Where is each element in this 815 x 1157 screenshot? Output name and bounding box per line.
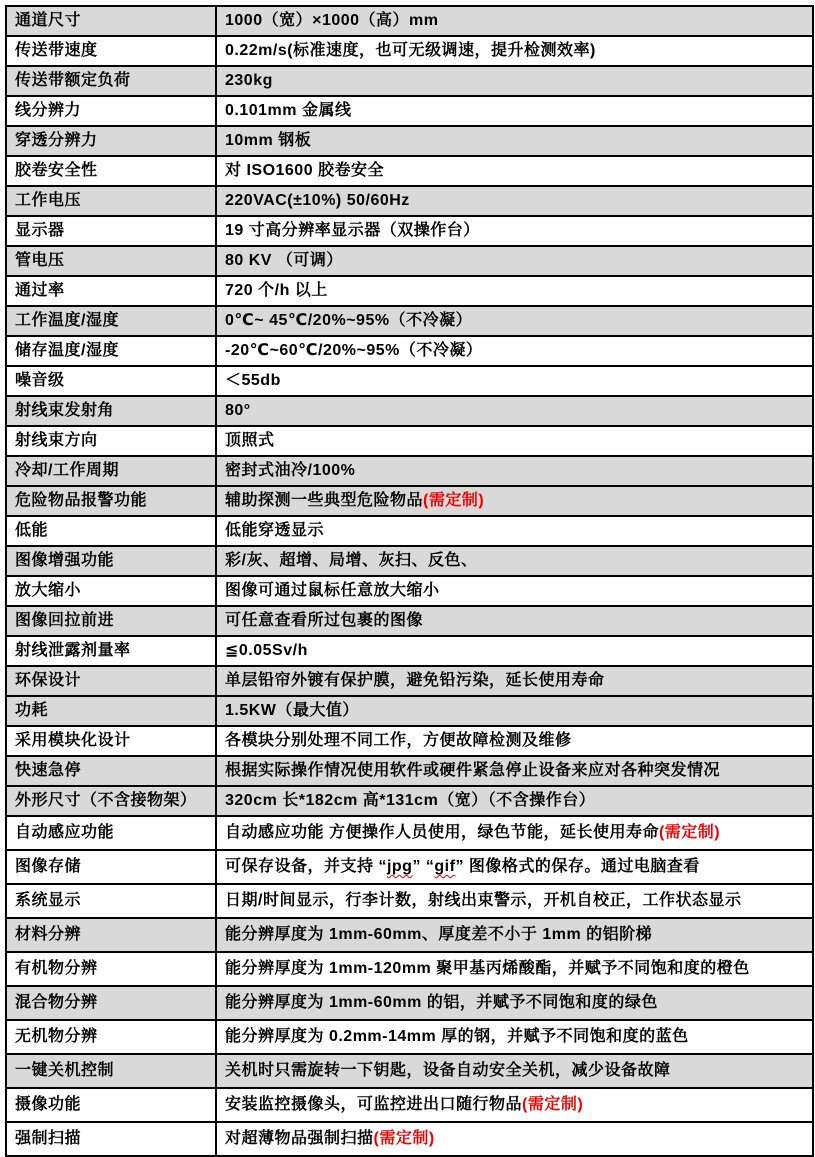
spec-table-body <box>6 6 813 1156</box>
spec-value-cell <box>216 636 813 666</box>
spec-value-text: 19 寸高分辨率显示器（双操作台） <box>225 222 480 240</box>
table-row <box>6 6 813 36</box>
spec-label-cell: 射线束发射角 <box>6 396 216 426</box>
table-row <box>6 1054 813 1088</box>
table-row <box>6 186 813 216</box>
table-row <box>6 786 813 816</box>
spec-value-cell <box>216 850 813 884</box>
spec-value-text: 230kg <box>225 72 273 90</box>
table-row <box>6 576 813 606</box>
spec-value-cell <box>216 96 813 126</box>
table-row <box>6 486 813 516</box>
spec-value-text: 根据实际操作情况使用软件或硬件紧急停止设备来应对各种突发情况 <box>225 762 721 780</box>
spec-label-cell: 工作温度/湿度 <box>6 306 216 336</box>
table-row <box>6 96 813 126</box>
spec-value-cell <box>216 66 813 96</box>
custom-order-note: (需定制) <box>522 1096 584 1114</box>
spec-value-text: 对 ISO1600 胶卷安全 <box>225 162 385 180</box>
spec-value-cell <box>216 156 813 186</box>
spec-value-text: 能分辨厚度为 1mm-60mm 的铝，并赋予不同饱和度的绿色 <box>225 994 658 1012</box>
spec-value-cell <box>216 186 813 216</box>
spec-label-cell: 噪音级 <box>6 366 216 396</box>
custom-order-note: (需定制) <box>658 824 721 842</box>
spec-value-text: 720 个/h 以上 <box>225 282 328 300</box>
spec-value-cell <box>216 126 813 156</box>
spec-label-cell: 混合物分辨 <box>6 986 216 1020</box>
spec-value-text: 单层铅帘外镀有保护膜，避免铅污染，延长使用寿命 <box>225 672 605 690</box>
spec-label-cell: 有机物分辨 <box>6 952 216 986</box>
spec-value-text: ” 图像格式的保存。通过电脑查看 <box>455 858 700 876</box>
spec-label-cell: 采用模块化设计 <box>6 726 216 756</box>
spellcheck-word: gif <box>434 858 456 876</box>
table-row <box>6 1088 813 1122</box>
spec-label-cell: 胶卷安全性 <box>6 156 216 186</box>
spec-value-cell <box>216 1054 813 1088</box>
spec-value-text: 安装监控摄像头，可监控进出口随行物品 <box>225 1096 523 1114</box>
spec-label-cell: 系统显示 <box>6 884 216 918</box>
spec-value-cell <box>216 486 813 516</box>
spec-value-text: 可任意查看所过包裹的图像 <box>225 612 424 630</box>
table-row <box>6 666 813 696</box>
spec-value-cell <box>216 6 813 36</box>
spec-value-cell <box>216 396 813 426</box>
spec-value-text: 关机时只需旋转一下钥匙，设备自动安全关机，减少设备故障 <box>225 1062 671 1080</box>
spec-value-text: 能分辨厚度为 0.2mm-14mm 厚的钢，并赋予不同饱和度的蓝色 <box>225 1028 689 1046</box>
spec-value-cell <box>216 426 813 456</box>
spec-label-cell: 线分辨力 <box>6 96 216 126</box>
spec-value-cell <box>216 276 813 306</box>
spec-value-text: ” “ <box>412 858 435 876</box>
table-row <box>6 36 813 66</box>
spec-value-cell <box>216 546 813 576</box>
spec-label-cell: 低能 <box>6 516 216 546</box>
spec-label-cell: 传送带额定负荷 <box>6 66 216 96</box>
table-row <box>6 636 813 666</box>
spec-value-text: 各模块分别处理不同工作，方便故障检测及维修 <box>225 732 572 750</box>
spec-label-cell: 通过率 <box>6 276 216 306</box>
table-row <box>6 546 813 576</box>
spec-label-cell: 图像增强功能 <box>6 546 216 576</box>
table-row <box>6 246 813 276</box>
table-row <box>6 306 813 336</box>
table-row <box>6 918 813 952</box>
spec-value-text: ＜55db <box>225 372 281 390</box>
spec-value-cell <box>216 666 813 696</box>
spec-value-text: 1.5KW（最大值） <box>225 702 359 720</box>
spec-value-text: 可保存设备，并支持 “ <box>225 858 387 876</box>
spec-value-text: 密封式油冷/100% <box>225 462 356 480</box>
table-row <box>6 276 813 306</box>
table-row <box>6 156 813 186</box>
spec-value-cell <box>216 816 813 850</box>
spec-label-cell: 冷却/工作周期 <box>6 456 216 486</box>
spec-label-cell: 图像存储 <box>6 850 216 884</box>
spec-value-text: 能分辨厚度为 1mm-60mm、厚度差不小于 1mm 的铝阶梯 <box>225 926 653 944</box>
table-row <box>6 1122 813 1156</box>
spec-value-cell <box>216 336 813 366</box>
spec-label-cell: 摄像功能 <box>6 1088 216 1122</box>
table-row <box>6 456 813 486</box>
spec-label-cell: 材料分辨 <box>6 918 216 952</box>
spec-value-cell <box>216 246 813 276</box>
spec-label-cell: 射线泄露剂量率 <box>6 636 216 666</box>
spec-value-text: 220VAC(±10%) 50/60Hz <box>225 192 410 210</box>
spec-value-text: 1000（宽）×1000（高）mm <box>225 12 439 30</box>
spec-value-text: 80 KV （可调） <box>225 252 343 270</box>
table-row <box>6 756 813 786</box>
table-row <box>6 126 813 156</box>
spec-label-cell: 传送带速度 <box>6 36 216 66</box>
table-row <box>6 816 813 850</box>
spec-table <box>5 5 814 1157</box>
spec-label-cell: 快速急停 <box>6 756 216 786</box>
table-row <box>6 1020 813 1054</box>
spec-value-cell <box>216 986 813 1020</box>
table-row <box>6 66 813 96</box>
spec-value-cell <box>216 216 813 246</box>
spec-value-text: ≦0.05Sv/h <box>225 642 308 660</box>
spec-value-cell <box>216 726 813 756</box>
table-row <box>6 952 813 986</box>
spec-label-cell: 强制扫描 <box>6 1122 216 1156</box>
table-row <box>6 366 813 396</box>
spec-value-cell <box>216 456 813 486</box>
spec-value-text: 自动感应功能 方便操作人员使用，绿色节能，延长使用寿命 <box>225 824 659 842</box>
table-row <box>6 396 813 426</box>
spec-value-text: 低能穿透显示 <box>225 522 325 540</box>
spec-value-text: 图像可通过鼠标任意放大缩小 <box>225 582 440 600</box>
spec-label-cell: 外形尺寸（不含接物架） <box>6 786 216 816</box>
spec-value-cell <box>216 918 813 952</box>
spec-value-text: 0.101mm 金属线 <box>225 102 352 120</box>
spec-value-cell <box>216 576 813 606</box>
spec-value-cell <box>216 36 813 66</box>
spec-label-cell: 通道尺寸 <box>6 6 216 36</box>
spec-value-cell <box>216 952 813 986</box>
spec-value-cell <box>216 756 813 786</box>
spec-value-text: 日期/时间显示，行李计数，射线出束警示，开机自校正，工作状态显示 <box>225 892 742 910</box>
spec-label-cell: 工作电压 <box>6 186 216 216</box>
spec-value-cell <box>216 1020 813 1054</box>
table-row <box>6 884 813 918</box>
table-row <box>6 986 813 1020</box>
spec-label-cell: 自动感应功能 <box>6 816 216 850</box>
spec-label-cell: 无机物分辨 <box>6 1020 216 1054</box>
table-row <box>6 336 813 366</box>
spec-label-cell: 图像回拉前进 <box>6 606 216 636</box>
spec-value-text: 对超薄物品强制扫描 <box>225 1130 374 1148</box>
table-row <box>6 216 813 246</box>
spec-value-text: 80° <box>225 402 251 420</box>
spec-value-cell <box>216 1088 813 1122</box>
table-row <box>6 426 813 456</box>
spec-label-cell: 功耗 <box>6 696 216 726</box>
spec-label-cell: 环保设计 <box>6 666 216 696</box>
table-row <box>6 696 813 726</box>
spec-value-text: 320cm 长*182cm 高*131cm（宽）（不含操作台） <box>225 792 596 810</box>
spec-value-cell <box>216 786 813 816</box>
spec-value-cell <box>216 696 813 726</box>
spec-value-text: 顶照式 <box>225 432 275 450</box>
spec-label-cell: 射线束方向 <box>6 426 216 456</box>
spec-value-text: 0℃~ 45℃/20%~95%（不冷凝） <box>225 312 473 330</box>
custom-order-note: (需定制) <box>373 1130 435 1148</box>
spec-label-cell: 穿透分辨力 <box>6 126 216 156</box>
spec-value-text: 能分辨厚度为 1mm-120mm 聚甲基丙烯酸酯，并赋予不同饱和度的橙色 <box>225 960 750 978</box>
spec-label-cell: 一键关机控制 <box>6 1054 216 1088</box>
spec-label-cell: 显示器 <box>6 216 216 246</box>
spec-label-cell: 管电压 <box>6 246 216 276</box>
spec-value-cell <box>216 366 813 396</box>
spellcheck-word: jpg <box>386 858 413 876</box>
spec-label-cell: 放大缩小 <box>6 576 216 606</box>
spec-label-cell: 危险物品报警功能 <box>6 486 216 516</box>
spec-label-cell: 储存温度/湿度 <box>6 336 216 366</box>
spec-value-cell <box>216 1122 813 1156</box>
spec-value-cell <box>216 606 813 636</box>
table-row <box>6 516 813 546</box>
spec-value-cell <box>216 516 813 546</box>
spec-value-cell <box>216 306 813 336</box>
spec-value-text: -20℃~60℃/20%~95%（不冷凝） <box>225 342 483 360</box>
table-row <box>6 726 813 756</box>
table-row <box>6 606 813 636</box>
table-row <box>6 850 813 884</box>
spec-value-text: 10mm 钢板 <box>225 132 312 150</box>
spec-value-text: 0.22m/s(标准速度，也可无级调速，提升检测效率) <box>225 42 596 60</box>
custom-order-note: (需定制) <box>423 492 485 510</box>
spec-value-cell <box>216 884 813 918</box>
spec-value-text: 辅助探测一些典型危险物品 <box>225 492 424 510</box>
spec-value-text: 彩/灰、超增、局增、灰扫、反色、 <box>225 552 478 570</box>
